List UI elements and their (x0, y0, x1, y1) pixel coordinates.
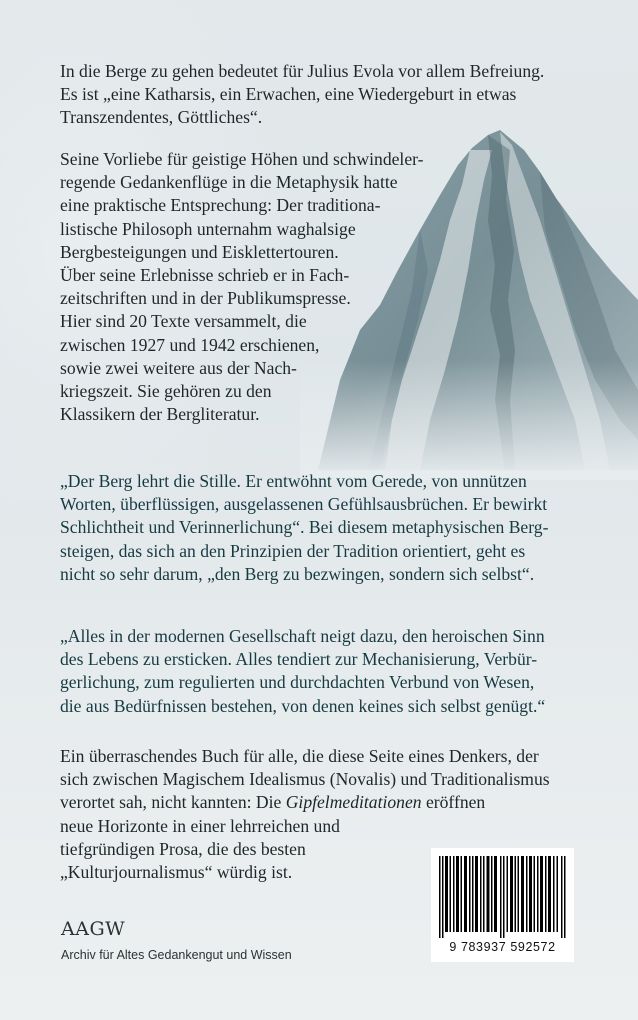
text-line: Es ist „eine Katharsis, ein Erwachen, eine Wiedergeburt in etwas (60, 84, 517, 105)
text-line: zwischen 1927 und 1942 erschienen, (60, 334, 320, 355)
text-fragment: eröffnen (421, 792, 486, 813)
text-line: listische Philosoph unternahm waghalsige (60, 218, 356, 239)
text-fragment: verortet sah, nicht kannten: Die (60, 792, 286, 813)
text-line: regende Gedankenflüge in die Metaphysik hatte (60, 172, 398, 193)
text-line: kriegszeit. Sie gehören zu den (60, 381, 272, 402)
text-line: gerlichung, zum regulierten und durchdachten Verbund von Wesen, (60, 672, 535, 693)
text-line: Worten, überflüssigen, ausgelassenen Gefühlsausbrüchen. Er bewirkt (60, 494, 548, 515)
text-line: des Lebens zu ersticken. Alles tendiert zur Mechanisierung, Verbür- (60, 649, 538, 670)
text-line: nicht so sehr darum, „den Berg zu bezwingen, sondern sich selbst“. (60, 563, 535, 584)
text-line: In die Berge zu gehen bedeutet für Julius Evola vor allem Befreiung. (60, 61, 545, 81)
text-line: „Der Berg lehrt die Stille. Er entwöhnt vom Gerede, von unnützen (60, 471, 527, 491)
isbn-number: 9 783937 592572 (449, 940, 556, 954)
text-line: eine praktische Entsprechung: Der traditiona- (60, 195, 381, 216)
text-line: Transzendentes, Göttliches“. (60, 107, 263, 128)
text-line: sich zwischen Magischem Idealismus (Novalis) und Traditionalismus (60, 769, 550, 790)
text-line: die aus Bedürfnissen bestehen, von denen keines sich selbst genügt.“ (60, 695, 546, 716)
text-line: zeitschriften und in der Publikumspresse. (60, 288, 351, 309)
text-line: Seine Vorliebe für geistige Höhen und schwindeler- (60, 149, 424, 169)
text-line (60, 791, 600, 814)
quote-paragraph-1 (60, 470, 600, 586)
text-line: neue Horizonte in einer lehrreichen und (60, 815, 340, 836)
intro-paragraph (60, 60, 600, 130)
text-line: Ein überraschendes Buch für alle, die diese Seite eines Denkers, der (60, 746, 539, 766)
text-line: Klassikern der Bergliteratur. (60, 404, 260, 425)
text-line: Bergbesteigungen und Eisklettertouren. (60, 241, 339, 262)
publisher-name: Archiv für Altes Gedankengut und Wissen (61, 948, 292, 962)
isbn-barcode (431, 848, 574, 962)
text-line: Hier sind 20 Texte versammelt, die (60, 311, 307, 332)
description-paragraph (60, 148, 600, 426)
text-line: „Alles in der modernen Gesellschaft neigt dazu, den heroischen Sinn (60, 626, 545, 646)
text-line: sowie zwei weitere aus der Nach- (60, 357, 297, 378)
publisher-logo: AAGW (61, 918, 126, 940)
text-line: steigen, das sich an den Prinzipien der Tradition orientiert, geht es (60, 540, 526, 561)
quote-paragraph-2 (60, 625, 600, 718)
text-line: Über seine Erlebnisse schrieb er in Fach- (60, 265, 350, 286)
text-line: tiefgründigen Prosa, die des besten (60, 838, 306, 859)
barcode-bars (439, 856, 566, 938)
text-line: Schlichtheit und Verinnerlichung“. Bei diesem metaphysischen Berg- (60, 517, 549, 538)
text-line: „Kulturjournalismus“ würdig ist. (60, 862, 293, 883)
book-title: Gipfelmeditationen (285, 792, 422, 813)
